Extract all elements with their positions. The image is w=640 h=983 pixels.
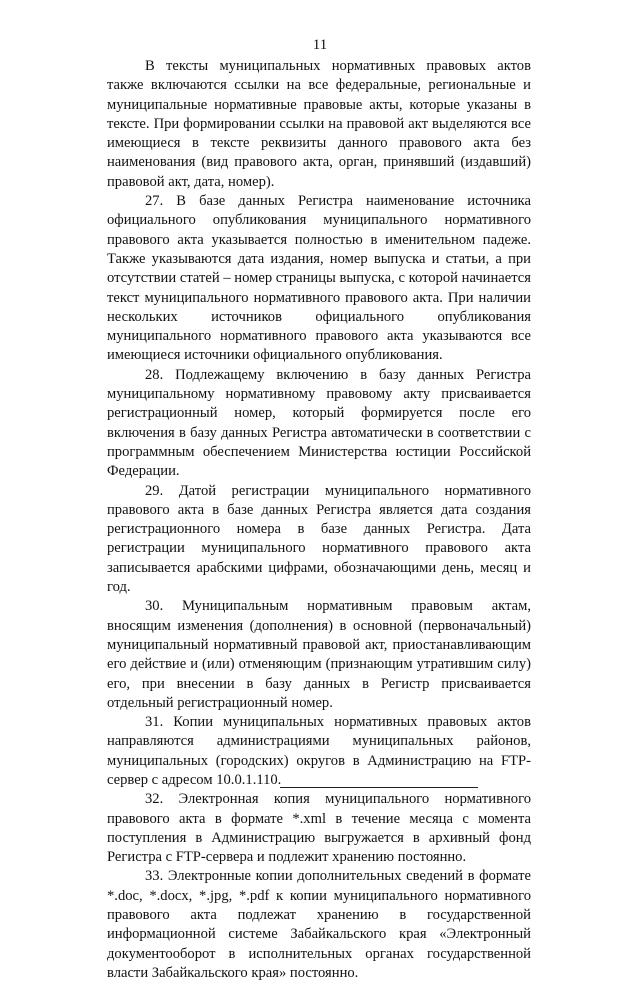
- paragraph-33: 33. Электронные копии дополнительных сведений в формате *.doc, *.docx, *.jpg, *.pdf к копии муниципального нормативного правового акта подлежат хранению в государственной информационной системе Забайкальского края «Электронный документооборот в исполнительных органах государственной власти Забайкальского края» постоянно.: [107, 868, 531, 981]
- page-number: 11: [312, 37, 328, 53]
- paragraph-29: 29. Датой регистрации муниципального нормативного правового акта в базе данных Регистра является дата создания регистрационного номера в базе данных Регистра. Дата регистрации муниципального нормативного правового акта записывается арабскими цифрами, обозначающими день, месяц и год.: [107, 482, 531, 596]
- paragraph-28: 28. Подлежащему включению в базу данных Регистра муниципальному нормативному правовому акту присваивается регистрационный номер, который формируется после его включения в базу данных Регистра автоматически в соответствии с программным обеспечением Министерства юстиции Российской Федерации.: [107, 366, 531, 480]
- paragraph-31: 31. Копии муниципальных нормативных правовых актов направляются администрациями муниципальных районов, муниципальных (городских) округов в Администрацию на FTP-сервер с адресом 10.0.1.110.: [107, 714, 531, 788]
- paragraph-32: 32. Электронная копия муниципального нормативного правового акта в формате *.xml в течение месяца с момента поступления в Администрацию выгружается в архивный фонд Регистра с FTP-сервера и подлежит хранению постоянно.: [107, 791, 531, 866]
- document-body: [107, 57, 531, 983]
- paragraph-30: 30. Муниципальным нормативным правовым актам, вносящим изменения (дополнения) в основной (первоначальный) муниципальный нормативный правовой акт, приостанавливающим его действие и (или) отменяющим (признающим утратившим силу) его, при внесении в базу данных в Регистр присваивается отдельный регистрационный номер.: [107, 598, 531, 711]
- paragraph-27: 27. В базе данных Регистра наименование источника официального опубликования муниципального нормативного правового акта указывается полностью в именительном падеже. Также указываются дата издания, номер выпуска и статьи, а при отсутствии статей – номер страницы выпуска, с которой начинается текст муниципального нормативного правового акта. При наличии нескольких источников официального опубликования муниципального нормативного правового акта указываются все имеющиеся источники официального опубликования.: [107, 193, 531, 364]
- paragraph-references: В тексты муниципальных нормативных правовых актов также включаются ссылки на все федеральные, региональные и муниципальные нормативные правовые акты, которые указаны в тексте. При формировании ссылки на правовой акт выделяются все имеющиеся в тексте реквизиты данного правового акта без наименования (вид правового акта, орган, принявший (издавший) правовой акт, дата, номер).: [107, 58, 531, 190]
- end-of-text-rule: [280, 787, 478, 788]
